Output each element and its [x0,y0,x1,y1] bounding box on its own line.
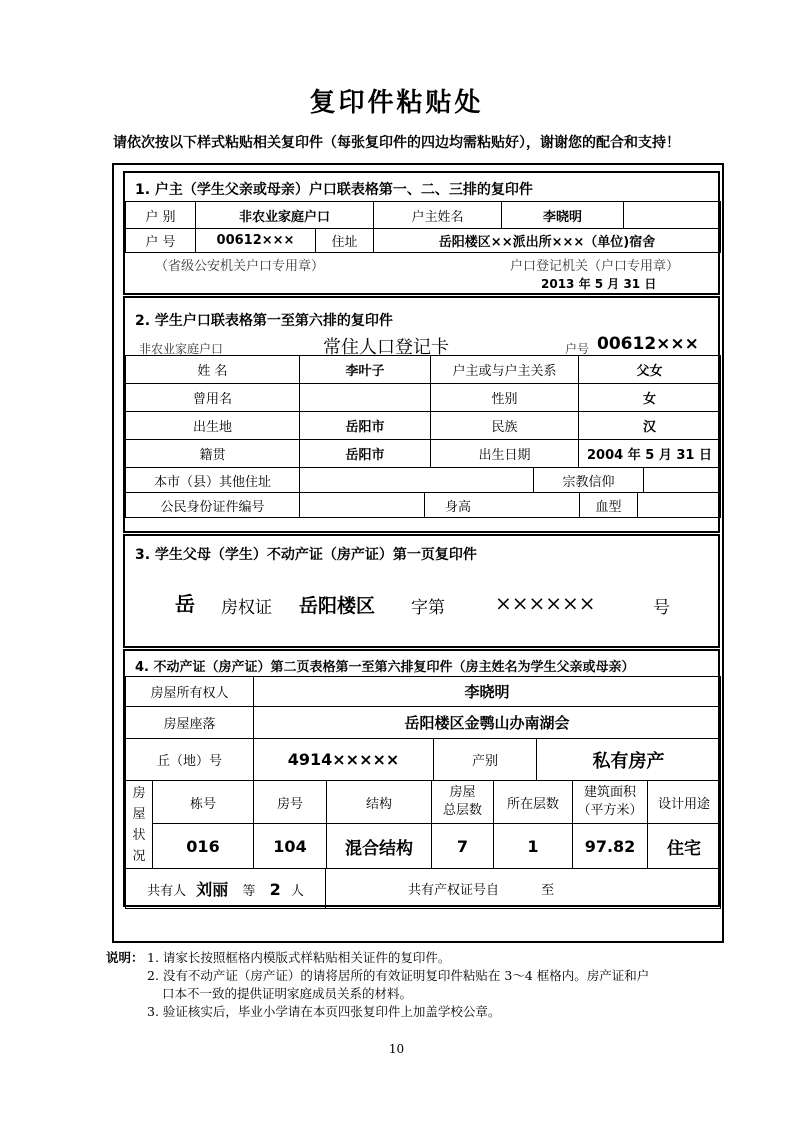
birth-date-label: 出生日期 [431,440,579,468]
height-label: 身高 [425,493,580,518]
usage-header: 设计用途 [648,781,721,824]
co-owner-cell [126,869,326,909]
gender-value: 女 [579,384,721,412]
section1-heading: 1. 户主（学生父亲或母亲）户口联表格第一、二、三排的复印件 [135,182,533,198]
registration-table-id [125,492,721,518]
co-cert-label: 共有产权证号自 [408,883,500,898]
page-title: 复印件粘贴处 [309,88,484,118]
native-place-label: 籍贯 [126,440,300,468]
room-no-header: 房号 [254,781,327,824]
section3-box [123,534,720,648]
stamp-date: 2013 年 5 月 31 日 [541,277,657,291]
id-number-value [300,493,425,518]
section1-table-row2 [125,228,721,253]
co-owner-value: 刘丽 [196,880,229,899]
native-place-value: 岳阳市 [300,440,431,468]
section2-heading: 2. 学生户口联表格第一至第六排的复印件 [135,313,393,329]
head-name-label: 户主姓名 [374,202,502,229]
section1-table [125,201,721,229]
property-table-lot [125,738,721,781]
former-name-label: 曾用名 [126,384,300,412]
lot-value: 4914××××× [254,739,434,781]
section4-heading: 4. 不动产证（房产证）第二页表格第一至第六排复印件（房主姓名为学生父亲或母亲） [135,660,635,675]
co-owner-label: 共有人 [147,884,187,899]
empty-cell [624,202,721,229]
owner-value: 李晓明 [254,677,721,707]
cert-zi-label: 字第 [411,598,445,618]
status-char-2: 屋 [132,806,146,822]
area-header: 建筑面积 （平方米） [573,781,648,824]
property-table-top [125,676,721,739]
ethnicity-value: 汉 [579,412,721,440]
other-address-value [300,468,534,493]
cert-district: 岳阳楼区 [299,595,376,617]
hukou-no-value: 00612××× [597,334,699,354]
head-name-value: 李晓明 [502,202,624,229]
co-owner-table [125,868,721,909]
page-subtitle: 请依次按以下样式粘贴相关复印件（每张复印件的四边均需粘贴好），谢谢您的配合和支持！ [113,135,680,151]
co-owner-ren: 人 [290,884,304,899]
address-value: 岳阳楼区××派出所×××（单位)宿舍 [374,229,721,253]
location-label: 房屋座落 [126,707,254,739]
status-char-1: 房 [132,785,146,801]
property-type-value: 私有房产 [537,739,721,781]
hukou-type-label: 户 别 [126,202,196,229]
religion-label: 宗教信仰 [534,468,644,493]
section2-box [123,296,720,533]
co-owner-count: 2 [269,880,281,899]
cert-hao: 号 [653,598,670,618]
other-address-label: 本市（县）其他住址 [126,468,300,493]
notes-label: 说明： [106,950,144,965]
cert-label: 房权证 [221,598,272,618]
property-type-label: 产别 [434,739,537,781]
name-label: 姓 名 [126,356,300,384]
cert-number: ×××××× [495,591,596,615]
relation-value: 父女 [579,356,721,384]
id-number-label: 公民身份证件编号 [126,493,300,518]
blood-type-value [638,493,721,518]
registration-table-lower [125,467,721,493]
status-label [126,781,153,869]
hukou-number-value: 00612××× [196,229,316,253]
note-item-2: 2. 没有不动产证（房产证）的请将居所的有效证明复印件粘贴在 3～4 框格内。房产证和户 [147,968,650,983]
lot-label: 丘（地）号 [126,739,254,781]
structure-header: 结构 [327,781,432,824]
former-name-value [300,384,431,412]
section1-box [123,171,720,295]
section4-box [123,649,720,907]
provincial-stamp-note: （省级公安机关户口专用章） [155,259,325,274]
floor-header: 所在层数 [494,781,573,824]
note-item-1: 1. 请家长按照框格内模版式样粘贴相关证件的复印件。 [147,950,451,965]
co-owner-deng: 等 [242,884,256,899]
blood-type-label: 血型 [580,493,638,518]
name-value: 李叶子 [300,356,431,384]
registry-stamp-note: 户口登记机关（户口专用章） [510,259,680,274]
registration-card-title: 常住人口登记卡 [323,337,449,358]
birth-date-value: 2004 年 5 月 31 日 [579,440,721,468]
address-label: 住址 [316,229,374,253]
gender-label: 性别 [431,384,579,412]
household-type-note: 非农业家庭户口 [139,342,224,356]
hukou-no-label: 户号 [565,342,590,356]
status-char-3: 状 [132,827,146,843]
building-no-value: 016 [153,824,254,869]
section3-heading: 3. 学生父母（学生）不动产证（房产证）第一页复印件 [135,547,477,563]
note-item-3: 3. 验证核实后，毕业小学请在本页四张复印件上加盖学校公章。 [147,1004,501,1019]
note-item-2-cont: 口本不一致的提供证明家庭成员关系的材料。 [162,986,413,1001]
hukou-number-label: 户 号 [126,229,196,253]
cert-prefix: 岳 [175,592,195,616]
hukou-type-value: 非农业家庭户口 [196,202,374,229]
building-no-header: 栋号 [153,781,254,824]
relation-label: 户主或与户主关系 [431,356,579,384]
usage-value: 住宅 [648,824,721,869]
birthplace-label: 出生地 [126,412,300,440]
birthplace-value: 岳阳市 [300,412,431,440]
structure-value: 混合结构 [327,824,432,869]
page-number: 10 [388,1042,405,1056]
owner-label: 房屋所有权人 [126,677,254,707]
room-no-value: 104 [254,824,327,869]
area-value: 97.82 [573,824,648,869]
ethnicity-label: 民族 [431,412,579,440]
co-cert-to: 至 [541,883,555,898]
status-char-4: 况 [132,848,146,864]
religion-value [644,468,721,493]
registration-table [125,355,721,468]
total-floors-value: 7 [432,824,494,869]
location-value: 岳阳楼区金鹗山办南湖会 [254,707,721,739]
floor-value: 1 [494,824,573,869]
property-status-table [125,780,721,869]
total-floors-header: 房屋 总层数 [432,781,494,824]
co-cert-cell [326,869,721,909]
